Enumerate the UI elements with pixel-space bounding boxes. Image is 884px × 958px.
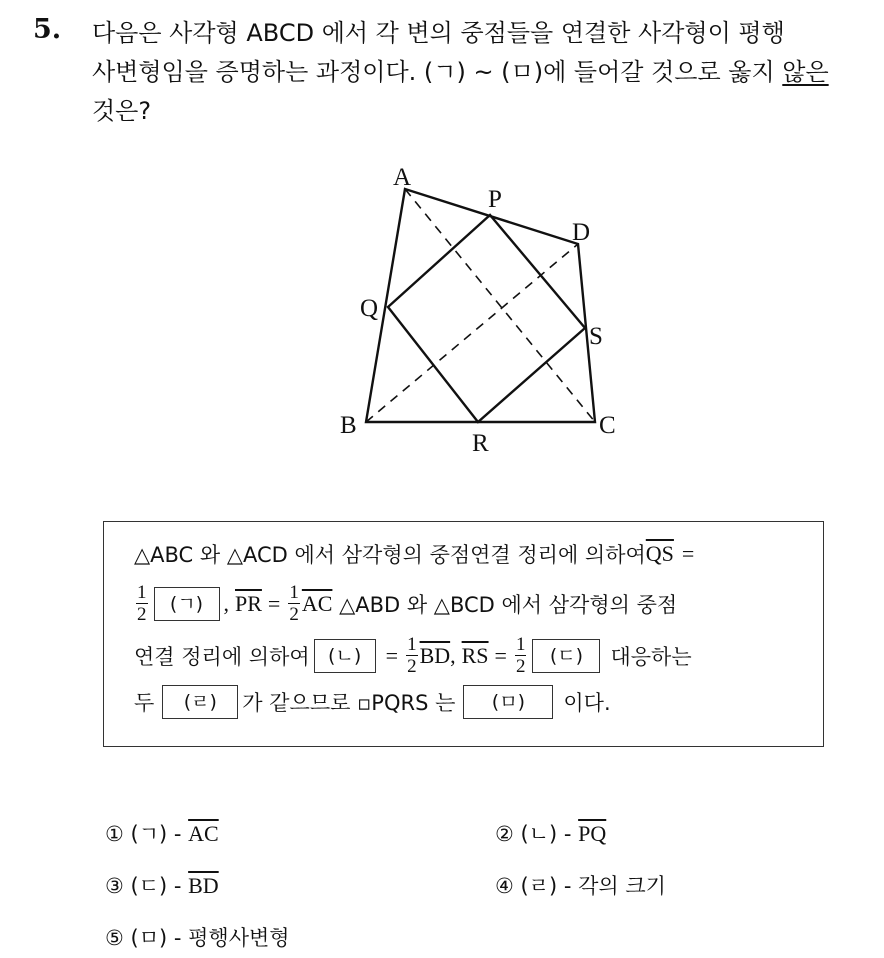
label-q: Q [360,295,379,322]
option-5[interactable] [105,922,290,952]
option-segment: $\overline{PQ}$ [578,821,607,846]
fraction-denominator: 2 [515,656,526,677]
parallelogram-pqrs [388,215,585,422]
proof-text: 연결 정리에 의하여 [134,644,310,669]
option-segment: $\overline{AC}$ [188,821,219,846]
option-mark: ③ [105,874,124,898]
label-c: C [599,412,616,439]
equals-sign: = [681,541,695,566]
comma: , [450,642,456,668]
diagonal-bd [366,244,578,422]
segment-rs: $\overline{RS}$ [461,642,489,668]
option-mark: ① [105,822,124,846]
label-d: D [572,219,591,246]
fraction-half [515,635,527,676]
fraction-half [406,635,418,676]
proof-line-3 [134,635,692,676]
option-mark: ④ [495,874,514,898]
fraction-numerator: 1 [407,634,417,655]
segment-bd: $\overline{BD}$ [419,642,451,668]
proof-text: 가 같으므로 ▫PQRS 는 [242,691,456,715]
option-mark: ⑤ [105,926,124,950]
proof-line-1 [134,539,694,569]
question-underlined-word: 않은 [782,58,829,86]
comma: , [223,590,229,616]
option-mark: ② [495,822,514,846]
fraction-numerator: 1 [289,582,299,603]
option-segment: $\overline{BD}$ [188,873,219,898]
option-label: (ㅁ) - [130,926,189,950]
proof-line-2 [134,583,677,624]
blank-5: (ㅁ) [463,685,553,719]
proof-box [103,521,824,747]
fraction-half [288,583,300,624]
label-r: R [472,430,489,457]
proof-text: 이다. [563,691,611,715]
blank-3: (ㄷ) [532,639,600,673]
option-text: 평행사변형 [188,926,290,950]
label-b: B [340,412,357,439]
segment-pr: $\overline{PR}$ [235,590,262,616]
label-s: S [589,323,603,350]
equals-sign: = [494,642,507,668]
option-2[interactable] [495,818,606,848]
fraction-denominator: 2 [137,604,147,625]
equals-sign: = [385,642,399,668]
option-label: (ㄱ) - [130,822,189,846]
blank-4: (ㄹ) [162,685,238,719]
fraction-denominator: 2 [289,604,299,625]
segment-ac: $\overline{AC}$ [301,590,333,616]
option-3[interactable] [105,870,219,900]
option-4[interactable] [495,870,666,900]
quadrilateral-figure [320,160,640,460]
label-a: A [393,164,412,191]
proof-text: 두 [134,691,155,715]
blank-2: (ㄴ) [314,639,376,673]
question-line-3: 것은? [92,97,152,125]
label-p: P [488,186,502,213]
option-text: 각의 크기 [578,874,666,898]
fraction-numerator: 1 [137,582,147,603]
option-label: (ㄴ) - [520,822,579,846]
question-line-1: 다음은 사각형 ABCD 에서 각 변의 중점들을 연결한 사각형이 평행 [92,19,785,47]
question-number: 5. [33,14,62,45]
fraction-denominator: 2 [407,656,417,677]
fraction-half [136,583,148,624]
segment-qs: $\overline{QS}$ [645,541,674,566]
question-line-2 [92,52,829,87]
proof-text: △ABD 와 △BCD 에서 삼각형의 중점 [332,592,678,617]
blank-1: (ㄱ) [154,587,220,621]
proof-text: △ABC 와 △ACD 에서 삼각형의 중점연결 정리에 의하여 [134,543,646,567]
question-line-2-text: 사변형임을 증명하는 과정이다. (ㄱ) ~ (ㅁ)에 들어갈 것으로 옳지 [92,58,783,86]
option-1[interactable] [105,818,219,848]
proof-line-4 [134,685,611,719]
option-label: (ㄹ) - [520,874,579,898]
fraction-numerator: 1 [515,634,526,655]
proof-text: 대응하는 [610,644,692,669]
equals-sign: = [267,590,281,616]
option-label: (ㄷ) - [130,874,189,898]
